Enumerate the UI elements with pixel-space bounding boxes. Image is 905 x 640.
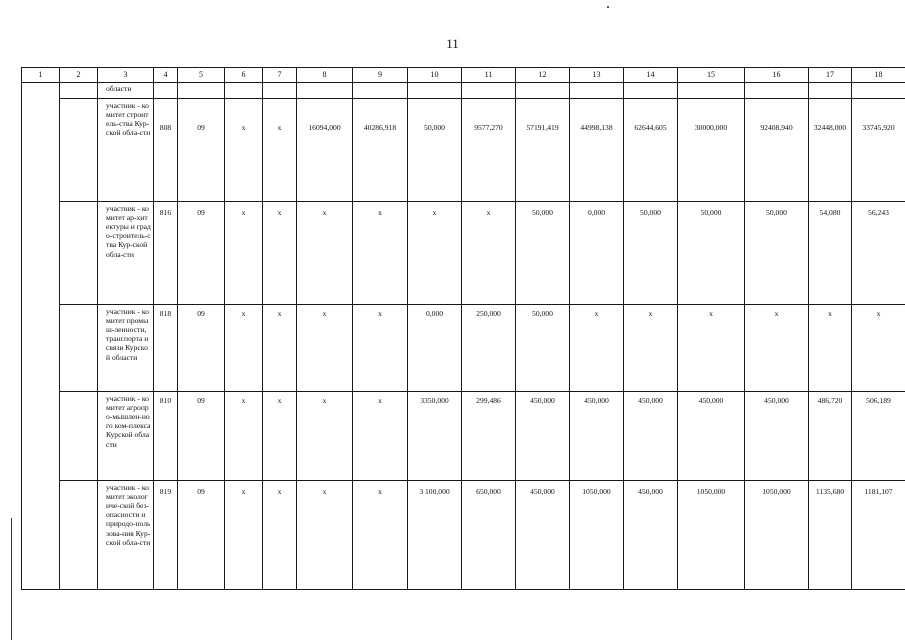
table-cell: 50,000 bbox=[516, 305, 570, 392]
column-header: 13 bbox=[570, 68, 624, 83]
merged-cell-col-1 bbox=[22, 83, 60, 590]
table-cell bbox=[178, 83, 225, 99]
table-cell bbox=[678, 83, 745, 99]
table-cell: 92408,940 bbox=[745, 99, 809, 202]
table-cell: 808 bbox=[154, 99, 178, 202]
table-cell: 09 bbox=[178, 305, 225, 392]
table-cell: 44998,138 bbox=[570, 99, 624, 202]
table-cell: 16094,000 bbox=[297, 99, 353, 202]
table-cell: х bbox=[297, 392, 353, 481]
participant-cell: области bbox=[98, 83, 154, 99]
table-cell: 450,000 bbox=[624, 481, 678, 590]
table-cell: 09 bbox=[178, 481, 225, 590]
table-row bbox=[22, 481, 905, 590]
column-header: 17 bbox=[809, 68, 852, 83]
participant-cell: участник - комитет промыш-ленности, транспорта и связи Курской области bbox=[98, 305, 154, 392]
table-cell: х bbox=[297, 481, 353, 590]
table-cell bbox=[225, 83, 263, 99]
table-cell bbox=[60, 83, 98, 99]
table-cell bbox=[297, 83, 353, 99]
table-cell: 3 100,000 bbox=[408, 481, 462, 590]
table-cell bbox=[154, 83, 178, 99]
column-header: 4 bbox=[154, 68, 178, 83]
table-cell: х bbox=[852, 305, 905, 392]
table-cell: х bbox=[678, 305, 745, 392]
table-cell: х bbox=[353, 481, 408, 590]
table-cell bbox=[60, 99, 98, 202]
table-cell: 09 bbox=[178, 392, 225, 481]
table-cell bbox=[60, 392, 98, 481]
table-cell: 1181,107 bbox=[852, 481, 905, 590]
table-cell: х bbox=[297, 305, 353, 392]
table-cell bbox=[516, 83, 570, 99]
table-row bbox=[22, 202, 905, 305]
column-header: 1 bbox=[22, 68, 60, 83]
table-cell: 0,000 bbox=[408, 305, 462, 392]
table-cell: 50,000 bbox=[678, 202, 745, 305]
table-cell: 32448,000 bbox=[809, 99, 852, 202]
column-header: 2 bbox=[60, 68, 98, 83]
column-number-row bbox=[22, 68, 905, 83]
table-cell bbox=[60, 481, 98, 590]
table-cell: 450,000 bbox=[570, 392, 624, 481]
table-cell: х bbox=[745, 305, 809, 392]
column-header: 8 bbox=[297, 68, 353, 83]
table-cell: 09 bbox=[178, 99, 225, 202]
table-cell: х bbox=[353, 305, 408, 392]
table-cell: х bbox=[225, 392, 263, 481]
table-cell: 50,000 bbox=[516, 202, 570, 305]
table-cell: х bbox=[263, 481, 297, 590]
table-cell: х bbox=[353, 392, 408, 481]
participant-cell: участник - комитет ар-хитектуры и градо-строитель-ства Кур-ской обла-сти bbox=[98, 202, 154, 305]
budget-table bbox=[21, 67, 905, 590]
column-header: 10 bbox=[408, 68, 462, 83]
table-cell bbox=[852, 83, 905, 99]
table-cell: х bbox=[353, 202, 408, 305]
table-cell: х bbox=[225, 305, 263, 392]
table-cell: х bbox=[225, 99, 263, 202]
participant-cell: участник - комитет экологиче-ской без-опасности и природо-пользова-ния Кур-ской обла-сти bbox=[98, 481, 154, 590]
table-cell: 33745,920 bbox=[852, 99, 905, 202]
page-number: 11 bbox=[446, 36, 459, 51]
table-cell: 1050,000 bbox=[745, 481, 809, 590]
column-header: 5 bbox=[178, 68, 225, 83]
table-cell: 650,000 bbox=[462, 481, 516, 590]
table-cell: 1050,000 bbox=[678, 481, 745, 590]
table-cell bbox=[60, 202, 98, 305]
table-cell: 40286,918 bbox=[353, 99, 408, 202]
table-cell bbox=[624, 83, 678, 99]
column-header: 3 bbox=[98, 68, 154, 83]
column-header: 14 bbox=[624, 68, 678, 83]
table-cell: 09 bbox=[178, 202, 225, 305]
table-cell bbox=[60, 305, 98, 392]
table-cell: 57191,419 bbox=[516, 99, 570, 202]
participant-cell: участник - комитет строитель-ства Кур-ской обла-сти bbox=[98, 99, 154, 202]
table-cell bbox=[745, 83, 809, 99]
table-cell: 3350,000 bbox=[408, 392, 462, 481]
table-cell: 250,000 bbox=[462, 305, 516, 392]
column-header: 12 bbox=[516, 68, 570, 83]
table-cell: х bbox=[263, 99, 297, 202]
table-cell bbox=[809, 83, 852, 99]
table-cell: х bbox=[225, 481, 263, 590]
table-cell: 50,000 bbox=[745, 202, 809, 305]
table-cell bbox=[462, 83, 516, 99]
column-header: 11 bbox=[462, 68, 516, 83]
column-header: 15 bbox=[678, 68, 745, 83]
table-row bbox=[22, 83, 905, 99]
table-cell: 450,000 bbox=[624, 392, 678, 481]
table-cell: 0,000 bbox=[570, 202, 624, 305]
scan-margin-line bbox=[11, 518, 12, 640]
table-row bbox=[22, 392, 905, 481]
table-cell: 816 bbox=[154, 202, 178, 305]
table-cell: х bbox=[263, 202, 297, 305]
table-cell: х bbox=[297, 202, 353, 305]
table-cell: 1135,680 bbox=[809, 481, 852, 590]
table-cell: х bbox=[225, 202, 263, 305]
table-cell: х bbox=[263, 305, 297, 392]
table-cell: 810 bbox=[154, 392, 178, 481]
table-cell: 450,000 bbox=[678, 392, 745, 481]
participant-cell: участник - комитет агропро-мышлен-ного ком-плекса Курской области bbox=[98, 392, 154, 481]
column-header: 16 bbox=[745, 68, 809, 83]
table-cell: х bbox=[624, 305, 678, 392]
table-cell: 50,000 bbox=[624, 202, 678, 305]
table-cell: х bbox=[809, 305, 852, 392]
table-cell bbox=[353, 83, 408, 99]
column-header: 9 bbox=[353, 68, 408, 83]
table-cell bbox=[408, 83, 462, 99]
table-cell: 1050,000 bbox=[570, 481, 624, 590]
table-cell bbox=[263, 83, 297, 99]
table-row bbox=[22, 305, 905, 392]
table-cell: 299,486 bbox=[462, 392, 516, 481]
table-cell: 450,000 bbox=[745, 392, 809, 481]
table-cell: х bbox=[408, 202, 462, 305]
table-cell: х bbox=[570, 305, 624, 392]
table-cell: 506,189 bbox=[852, 392, 905, 481]
table-cell: 62644,605 bbox=[624, 99, 678, 202]
table-cell: 50,000 bbox=[408, 99, 462, 202]
table-cell bbox=[570, 83, 624, 99]
table-cell: 486,720 bbox=[809, 392, 852, 481]
table-cell: 54,080 bbox=[809, 202, 852, 305]
table-cell: 30000,000 bbox=[678, 99, 745, 202]
column-header: 6 bbox=[225, 68, 263, 83]
table-row bbox=[22, 99, 905, 202]
table-cell: 56,243 bbox=[852, 202, 905, 305]
table-cell: 450,000 bbox=[516, 392, 570, 481]
table-cell: 450,000 bbox=[516, 481, 570, 590]
scan-speck bbox=[607, 6, 609, 8]
column-header: 7 bbox=[263, 68, 297, 83]
table-cell: х bbox=[462, 202, 516, 305]
table-cell: 819 bbox=[154, 481, 178, 590]
column-header: 18 bbox=[852, 68, 905, 83]
table-cell: х bbox=[263, 392, 297, 481]
table-cell: 818 bbox=[154, 305, 178, 392]
table-cell: 9577,270 bbox=[462, 99, 516, 202]
